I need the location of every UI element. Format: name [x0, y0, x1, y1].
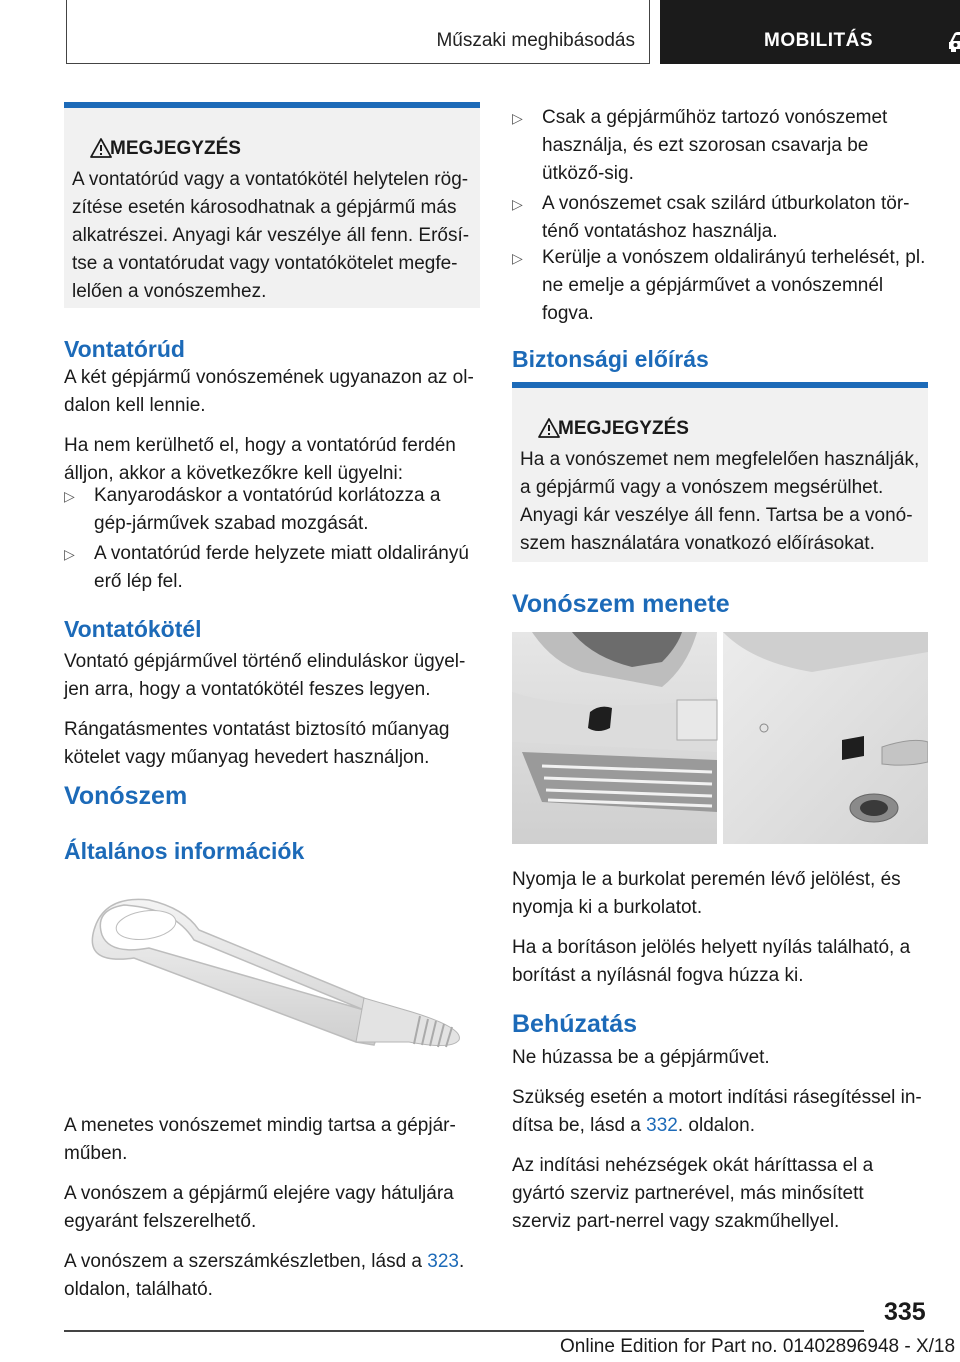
paragraph: Ha nem kerülhető el, hogy a vontatórúd ferdén álljon, akkor a következőkre kell ügyelni:: [64, 435, 456, 484]
footer-divider: [64, 1330, 864, 1332]
header-section-title: Műszaki meghibásodás: [436, 30, 635, 51]
paragraph: Rángatásmentes vontatást biztosító műanyag kötelet vagy műanyag hevedert használjon.: [64, 719, 450, 768]
note-box-left: [64, 102, 480, 308]
list-item: ▷ A vontatórúd ferde helyzete miatt oldalirányú erő lép fel.: [64, 540, 480, 596]
tow-hook-image: [64, 880, 480, 1080]
heading-vonoszem: Vonószem: [64, 782, 188, 810]
page-link[interactable]: 332: [646, 1115, 678, 1136]
header-section-box: [66, 0, 650, 64]
list-item: ▷ Kanyarodáskor a vontatórúd korlátozza a gép-járművek szabad mozgását.: [64, 482, 480, 538]
page-number: 335: [884, 1298, 926, 1326]
paragraph: Az indítási nehézségek okát háríttassa el a gyártó szerviz partnerével, más minősített szerviz part-nerrel vagy szakműhellyel.: [512, 1155, 874, 1232]
list-item: ▷ Csak a gépjárműhöz tartozó vonószemet használja, és ezt szorosan csavarja be ütköző-sig.: [512, 104, 928, 188]
header-chapter-title: MOBILITÁS: [764, 30, 873, 51]
bullet-triangle-icon: ▷: [64, 546, 75, 562]
warning-icon: [90, 138, 112, 158]
list-item: ▷ A vonószemet csak szilárd útburkolaton tör-ténő vontatáshoz használja.: [512, 190, 928, 246]
bullet-triangle-icon: ▷: [512, 110, 523, 126]
note-box-right: [512, 382, 928, 562]
paragraph: A vonószem a gépjármű elejére vagy hátuljára egyaránt felszerelhető.: [64, 1183, 454, 1232]
heading-vonoszem-menete: Vonószem menete: [512, 590, 730, 618]
header-chapter-box: [660, 0, 960, 64]
bullet-triangle-icon: ▷: [512, 250, 523, 266]
bumper-cover-image: [512, 632, 928, 844]
car-icon: [946, 30, 960, 52]
heading-vontatorud: Vontatórúd: [64, 336, 185, 362]
paragraph: A vonószem a szerszámkészletben, lásd a 323. oldalon, található.: [64, 1251, 465, 1300]
note-title: MEGJEGYZÉS: [558, 418, 689, 439]
subheading-altalanos: Általános információk: [64, 838, 305, 864]
paragraph: Ne húzassa be a gépjárművet.: [512, 1047, 770, 1068]
paragraph: Ha a borításon jelölés helyett nyílás található, a borítást a nyílásnál fogva húzza ki.: [512, 937, 911, 986]
paragraph: Vontató gépjárművel történő elinduláskor ügyel-jen arra, hogy a vontatókötél feszes legyen.: [64, 651, 466, 700]
heading-vontatokotel: Vontatókötél: [64, 616, 202, 642]
note-body: A vontatórúd vagy a vontatókötél helytelen rög-zítése esetén károsodhatnak a gépjármű más alkatrészei. Anyagi kár veszélye áll fenn. Erősí-tse a vontatórudat vagy vontatókötelet megfe-lelően a vonószemhez.: [72, 169, 470, 302]
heading-biztonsagi: Biztonsági előírás: [512, 346, 709, 372]
note-body: Ha a vonószemet nem megfelelően használják, a gépjármű vagy a vonószem megsérülhet. Anyagi kár veszélye áll fenn. Tartsa be a vonó-szem használatára vonatkozó előírásokat.: [520, 449, 920, 554]
heading-behuzatas: Behúzatás: [512, 1010, 638, 1038]
paragraph: A két gépjármű vonószemének ugyanazon az ol-dalon kell lennie.: [64, 367, 474, 416]
footer-edition: Online Edition for Part no. 01402896948 - X/18: [560, 1336, 956, 1357]
note-title: MEGJEGYZÉS: [110, 138, 241, 159]
page-link[interactable]: 323: [427, 1251, 459, 1272]
bullet-triangle-icon: ▷: [512, 196, 523, 212]
paragraph: Szükség esetén a motort indítási rásegítéssel in-dítsa be, lásd a 332. oldalon.: [512, 1087, 922, 1136]
list-item: ▷ Kerülje a vonószem oldalirányú terhelését, pl. ne emelje a gépjárművet a vonószemnél fogva.: [512, 244, 928, 328]
paragraph: Nyomja le a burkolat peremén lévő jelölést, és nyomja ki a burkolatot.: [512, 869, 901, 918]
paragraph: A menetes vonószemet mindig tartsa a gépjár-műben.: [64, 1115, 456, 1164]
warning-icon: [538, 418, 560, 438]
bullet-triangle-icon: ▷: [64, 488, 75, 504]
